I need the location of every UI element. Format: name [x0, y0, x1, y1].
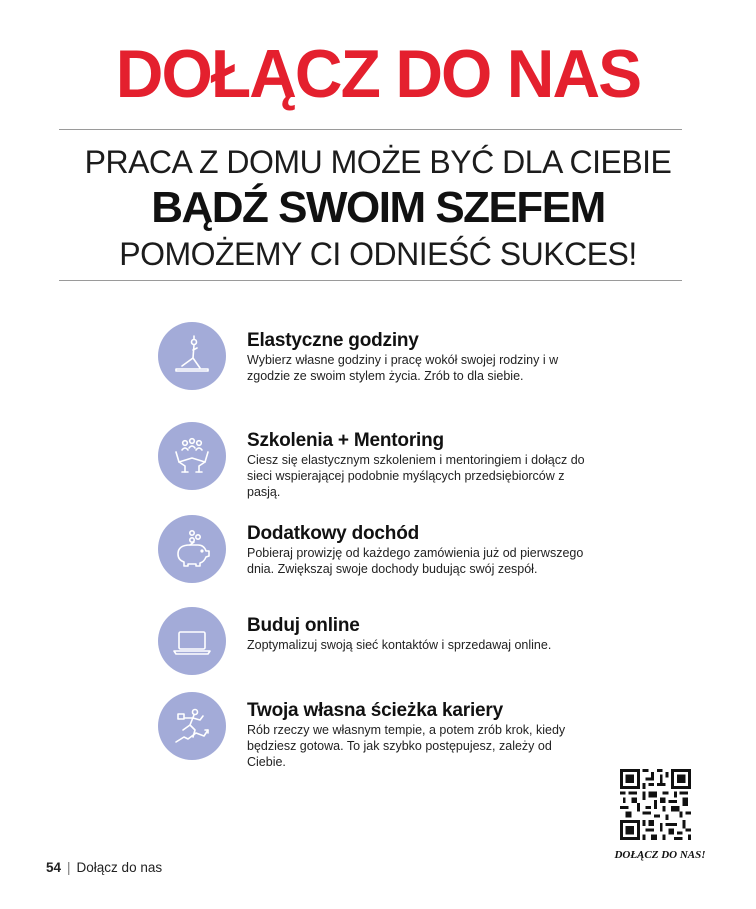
footer-separator: | — [67, 860, 71, 875]
feature-title: Dodatkowy dochód — [247, 523, 420, 544]
career-runner-icon — [158, 692, 226, 760]
laptop-icon — [158, 607, 226, 675]
feature-flexible-hours — [158, 322, 598, 392]
feature-build-online — [158, 607, 598, 677]
page-number: 54 — [46, 860, 62, 875]
footer-section: Dołącz do nas — [76, 860, 163, 875]
feature-extra-income — [158, 515, 598, 585]
feature-title: Szkolenia + Mentoring — [247, 430, 444, 451]
tagline-line-1: PRACA Z DOMU MOŻE BYĆ DLA CIEBIE — [84, 144, 672, 180]
feature-title: Buduj online — [247, 615, 360, 636]
feature-description: Rób rzeczy we własnym tempie, a potem zrób krok, kiedy będziesz gotowa. To jak szybko postępujesz, zależy od Ciebie. — [247, 723, 566, 769]
tagline-line-3: POMOŻEMY CI ODNIEŚĆ SUKCES! — [119, 236, 637, 272]
tagline-line-2: BĄDŹ SWOIM SZEFEM — [151, 183, 605, 232]
feature-training-mentoring — [158, 422, 598, 497]
page-headline: DOŁĄCZ DO NAS — [115, 36, 641, 112]
feature-title: Twoja własna ścieżka kariery — [247, 700, 503, 721]
qr-code[interactable] — [620, 769, 691, 840]
feature-career-path — [158, 692, 598, 767]
piggy-bank-icon — [158, 515, 226, 583]
feature-title: Elastyczne godziny — [247, 330, 419, 351]
yoga-pose-icon — [158, 322, 226, 390]
top-divider — [59, 129, 682, 130]
feature-description: Wybierz własne godziny i pracę wokół swojej rodziny i w zgodzie ze swoim stylem życia. Zrób to dla siebie. — [247, 353, 559, 383]
page-footer — [46, 860, 162, 875]
feature-description: Ciesz się elastycznym szkoleniem i mentoringiem i dołącz do sieci wspierającej podobnie myślących przedsiębiorców z pasją. — [247, 453, 585, 499]
mentoring-hands-icon — [158, 422, 226, 490]
qr-caption: DOŁĄCZ DO NAS! — [614, 849, 706, 861]
feature-description: Pobieraj prowizję od każdego zamówienia już od pierwszego dnia. Zwiększaj swoje dochody budując swój zespół. — [247, 546, 584, 576]
feature-description: Zoptymalizuj swoją sieć kontaktów i sprzedawaj online. — [247, 638, 552, 652]
bottom-divider — [59, 280, 682, 281]
